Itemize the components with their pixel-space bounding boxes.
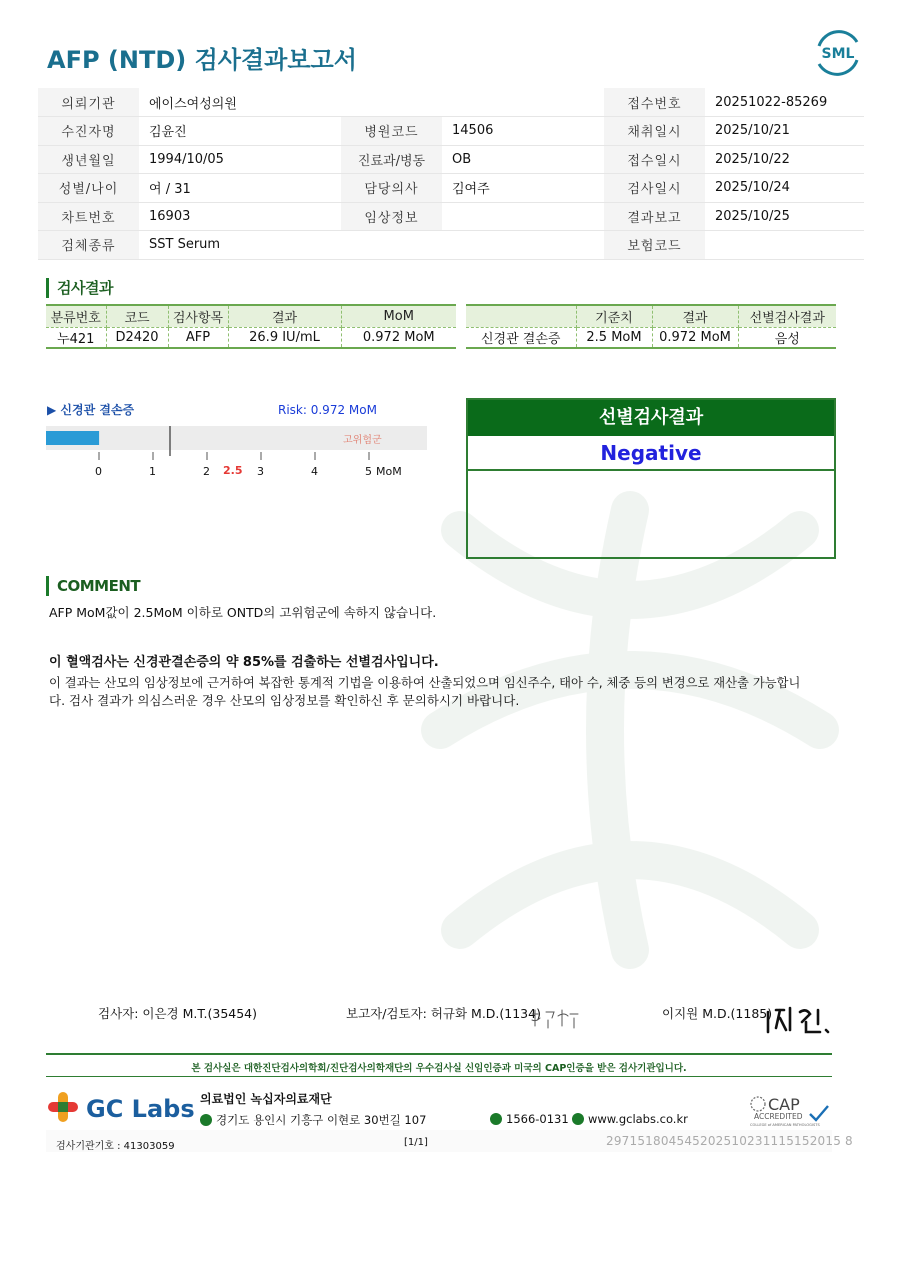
- comment-section-title: COMMENT: [46, 576, 140, 596]
- column-header: 코드: [106, 305, 168, 327]
- reviewer-handwritten-signature-icon: [528, 1004, 582, 1032]
- address: [200, 1112, 426, 1128]
- svg-text:COLLEGE of AMERICAN PATHOLOGIS: COLLEGE of AMERICAN PATHOLOGISTS: [750, 1123, 820, 1127]
- info-label: 진료과/병동: [341, 145, 442, 174]
- info-row: [38, 202, 864, 231]
- collected-value: 2025/10/21: [705, 117, 864, 146]
- website-text[interactable]: www.gclabs.co.kr: [588, 1112, 688, 1126]
- column-header: 기준치: [576, 305, 652, 327]
- risk-chart: [40, 420, 440, 480]
- risk-value-label: Risk: 0.972 MoM: [278, 403, 377, 417]
- phone-icon: [490, 1113, 502, 1125]
- column-header: MoM: [341, 305, 456, 327]
- svg-text:CAP: CAP: [768, 1095, 800, 1114]
- axis-unit-label: MoM: [376, 465, 402, 478]
- column-header: 결과: [652, 305, 738, 327]
- reviewer-signature: 보고자/검토자: 허규화 M.D.(1134): [346, 1006, 541, 1021]
- tester-signature: 검사자: 이은경 M.T.(35454): [98, 1006, 258, 1021]
- director-signature: 이지원 M.D.(1185): [662, 1006, 773, 1021]
- foundation-name: 의료법인 녹십자의료재단: [200, 1092, 332, 1106]
- patient-value: 김윤진: [139, 117, 341, 146]
- gc-labs-logo: [46, 1090, 194, 1128]
- institution-value: 에이스여성의원: [139, 88, 604, 117]
- phone: [490, 1112, 569, 1126]
- doctor-value: 김여주: [442, 174, 604, 203]
- report-title: AFP (NTD) 검사결과보고서: [47, 46, 357, 74]
- gc-labs-logo-icon: [46, 1090, 194, 1124]
- footer-divider: [46, 1053, 832, 1055]
- hospital-code-value: 14506: [442, 117, 604, 146]
- column-header: [466, 305, 576, 327]
- location-pin-icon: [200, 1114, 212, 1126]
- cap-accredited-logo: [748, 1094, 832, 1128]
- address-text: 경기도 용인시 기흥구 이현로 30번길 107: [216, 1113, 427, 1127]
- screening-result-box: [466, 398, 836, 559]
- info-row: [38, 231, 864, 260]
- cutoff-label: 2.5: [223, 464, 243, 477]
- info-label: 생년월일: [38, 145, 139, 174]
- comment-bold-line: 이 혈액검사는 신경관결손증의 약 85%를 검출하는 선별검사입니다.: [49, 655, 439, 670]
- tick-label: 1: [149, 465, 156, 478]
- table-cell: 0.972 MoM: [652, 327, 738, 348]
- info-row: [38, 88, 864, 117]
- high-risk-label: 고위험군: [343, 435, 382, 446]
- column-header: 검사항목: [168, 305, 228, 327]
- table-cell: D2420: [106, 327, 168, 348]
- institution-code: 검사기관기호 : 41303059: [56, 1141, 175, 1152]
- table-cell: 신경관 결손증: [466, 327, 576, 348]
- tested-value: 2025/10/24: [705, 174, 864, 203]
- info-label: 접수일시: [604, 145, 705, 174]
- comment-text: AFP MoM값이 2.5MoM 이하로 ONTD의 고위험군에 속하지 않습니다.: [49, 605, 437, 620]
- specimen-value: SST Serum: [139, 231, 604, 260]
- column-header: 분류번호: [46, 305, 106, 327]
- page-number: [1/1]: [404, 1137, 428, 1148]
- comment-text: 이 결과는 산모의 임상정보에 근거하여 복잡한 통계적 기법을 이용하여 산출되었으며 임신주수, 태아 수, 체중 등의 변경으로 재산출 가능합니: [49, 676, 801, 690]
- risk-chart-heading: ▶ 신경관 결손증: [47, 403, 135, 417]
- screening-result-row: [468, 436, 834, 471]
- patient-info-table: [38, 88, 864, 260]
- director-handwritten-signature-icon: [762, 1002, 834, 1038]
- insurance-value: [705, 231, 864, 260]
- tick-label: 0: [95, 465, 102, 478]
- results-header-row: [466, 305, 836, 327]
- info-row: [38, 174, 864, 203]
- footer-divider: [46, 1076, 832, 1077]
- table-cell: 누421: [46, 327, 106, 348]
- table-cell: 26.9 IU/mL: [228, 327, 341, 348]
- column-header: 결과: [228, 305, 341, 327]
- document-number: 297151804545202510231115152015 8: [606, 1134, 853, 1148]
- table-row: [466, 327, 836, 348]
- sml-logo-icon: [815, 30, 861, 76]
- results-table-left: [46, 304, 456, 349]
- info-label: 병원코드: [341, 117, 442, 146]
- info-label: 성별/나이: [38, 174, 139, 203]
- comment-text: 다. 검사 결과가 의심스러운 경우 산모의 임상정보를 확인하신 후 문의하시기 바랍니다.: [49, 693, 520, 708]
- info-label: 담당의사: [341, 174, 442, 203]
- screening-result-value: Negative: [600, 441, 702, 465]
- table-cell: AFP: [168, 327, 228, 348]
- table-cell: 음성: [738, 327, 836, 348]
- certification-text: 본 검사실은 대한진단검사의학회/진단검사의학재단의 우수검사실 신임인증과 미국의 CAP인증을 받은 검사기관입니다.: [191, 1063, 687, 1074]
- tick-label: 3: [257, 465, 264, 478]
- dept-value: OB: [442, 145, 604, 174]
- info-row: [38, 145, 864, 174]
- info-label: 의뢰기관: [38, 88, 139, 117]
- info-row: [38, 117, 864, 146]
- table-cell: 2.5 MoM: [576, 327, 652, 348]
- info-label: 임상정보: [341, 202, 442, 231]
- phone-text: 1566-0131: [506, 1112, 569, 1126]
- tick-label: 5: [365, 465, 372, 478]
- info-label: 검체종류: [38, 231, 139, 260]
- dob-value: 1994/10/05: [139, 145, 341, 174]
- svg-text:SML: SML: [821, 46, 855, 62]
- screening-result-title: 선별검사결과: [468, 400, 834, 436]
- reported-value: 2025/10/25: [705, 202, 864, 231]
- receipt-no-value: 20251022-85269: [705, 88, 864, 117]
- results-section-title: 검사결과: [46, 278, 113, 298]
- info-label: 보험코드: [604, 231, 705, 260]
- chart-no-value: 16903: [139, 202, 341, 231]
- results-table-right: [466, 304, 836, 349]
- table-cell: 0.972 MoM: [341, 327, 456, 348]
- tick-label: 2: [203, 465, 210, 478]
- risk-value-bar: [46, 431, 99, 445]
- svg-text:ACCREDITED: ACCREDITED: [754, 1112, 803, 1121]
- column-header: 선별검사결과: [738, 305, 836, 327]
- info-label: 결과보고: [604, 202, 705, 231]
- results-header-row: [46, 305, 456, 327]
- sex-age-value: 여 / 31: [139, 174, 341, 203]
- info-label: 차트번호: [38, 202, 139, 231]
- info-label: 수진자명: [38, 117, 139, 146]
- info-label: 검사일시: [604, 174, 705, 203]
- received-value: 2025/10/22: [705, 145, 864, 174]
- info-label: 접수번호: [604, 88, 705, 117]
- home-icon: [572, 1113, 584, 1125]
- table-row: [46, 327, 456, 348]
- tick-label: 4: [311, 465, 318, 478]
- info-label: 채취일시: [604, 117, 705, 146]
- website[interactable]: [572, 1112, 688, 1126]
- svg-text:GC Labs: GC Labs: [86, 1095, 194, 1123]
- clinical-value: [442, 202, 604, 231]
